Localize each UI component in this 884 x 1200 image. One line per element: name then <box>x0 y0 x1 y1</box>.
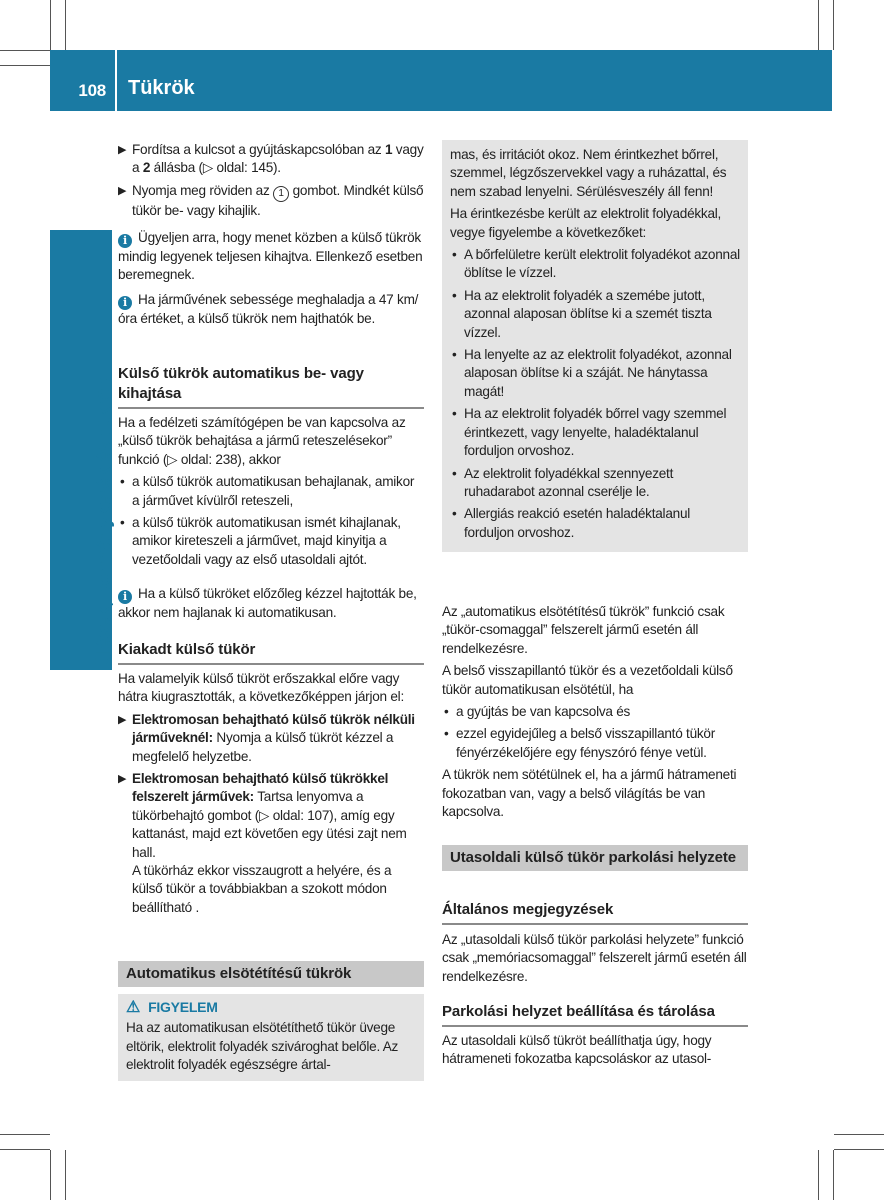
step: ▶ Fordítsa a kulcsot a gyújtáskapcsolóban az 1 vagy a 2 állásba (▷ oldal: 145). <box>118 142 424 176</box>
crop-mark <box>50 1150 51 1200</box>
step-arrow-icon: ▶ <box>118 184 127 197</box>
parking-position-text: Az utasoldali külső tükröt beállíthatja úgy, hogy hátrameneti fokozatba kapcsoláskor az utasol- <box>442 1033 712 1067</box>
crop-mark <box>65 1150 66 1200</box>
section-heading: Külső tükrök automatikus be- vagy kihajtása <box>118 364 424 409</box>
step: ▶ Elektromosan behajtható külső tükrökkel felszerelt járművek: Tartsa lenyomva a tükörbehajtó gombot (▷ oldal: 107), amíg egy kattanást, majd ezt követően egy ütési zajt nem hall. A tükörház ekkor visszaugrott a helyére, és a külső tükör a továbbiakban a szokott módon beállítható . <box>118 771 407 915</box>
page-header <box>50 50 832 111</box>
crop-mark <box>65 0 66 50</box>
step-arrow-icon: ▶ <box>118 773 127 786</box>
crop-mark <box>50 0 51 50</box>
page-number: 108 <box>78 81 106 100</box>
info-icon: i <box>118 296 132 310</box>
general-notes-text: Az „utasoldali külső tükör parkolási helyzete” funkció csak „memóriacsomaggal” felszerelt jármű esetén áll rendelkezésre. <box>442 932 747 984</box>
crop-mark <box>0 65 50 66</box>
dislodged-mirror-text: Ha valamelyik külső tükröt erőszakkal előre vagy hátra kiugrasztották, a következőképpen járjon el: ▶ Elektromosan behajtható külső tükrök nélküli járműveknél: Nyomja a külső tükröt kézzel a megfelelő helyzetbe. ▶ Elektromosan behajtható külső tükrökkel felszerelt járművek: Tartsa lenyomva a tükörbehajtó gombot (▷ oldal: 107), amíg egy kattanást, majd ezt követően egy ütési zajt nem hall. A tükörház ekkor visszaugrott a helyére, és a külső tükör a továbbiakban a szokott módon beállítható . <box>118 670 424 921</box>
section-bar: Utasoldali külső tükör parkolási helyzete <box>442 845 748 871</box>
warning-triangle-icon: ⚠ <box>126 999 141 1016</box>
section-heading: Parkolási helyzet beállítása és tárolása <box>442 1002 748 1027</box>
crop-mark <box>834 1149 884 1150</box>
list-item: • Ha lenyelte az az elektrolit folyadékot, azonnal alaposan öblítse ki a száját. Ne hánytassa magát! <box>452 347 732 399</box>
list-item: • Az elektrolit folyadékkal szennyezett ruhadarabot azonnal cserélje le. <box>452 465 674 499</box>
step: ▶ Elektromosan behajtható külső tükrök nélküli járműveknél: Nyomja a külső tükröt kézzel a megfelelő helyzetbe. <box>118 711 415 764</box>
steps-fold <box>118 141 424 224</box>
page-title: Tükrök <box>128 77 195 99</box>
list-item: • Ha az elektrolit folyadék bőrrel vagy szemmel érintkezett, vagy lenyelte, haladéktalanul forduljon orvoshoz. <box>452 406 727 459</box>
step: ▶ Nyomja meg röviden az 1 gombot. Mindkét külső tükör be- vagy kihajlik. <box>118 182 424 218</box>
crop-mark <box>0 50 50 51</box>
info-note: i Ügyeljen arra, hogy menet közben a külső tükrök mindig legyenek teljesen kihajtva. Ellenkező esetben beremegnek. <box>118 230 423 283</box>
crop-mark <box>0 1134 50 1135</box>
list-item: • A bőrfelületre került elektrolit folyadékot azonnal öblítse le vízzel. <box>452 247 740 281</box>
crop-mark <box>818 1150 819 1200</box>
chapter-title: Ülések, kormánykerék és tükrök <box>94 377 115 668</box>
section-heading: Kiakadt külső tükör <box>118 640 424 665</box>
info-note: i Ha járművének sebessége meghaladja a 47 km/óra értéket, a külső tükrök nem hajthatók be. <box>118 292 419 326</box>
auto-dimming-text: Az „automatikus elsötétítésű tükrök” funkció csak „tükör-csomaggal” felszerelt jármű esetén áll rendelkezésre. A belső visszapillantó tükör és a vezetőoldali külső tükör automatikusan elsötétül, ha • a gyújtás be van kapcsolva és • ezzel egyidejűleg a belső visszapillantó tükör fényérzékelőjére egy fényszóró fénye vetül. A tükrök nem sötétülnek el, ha a jármű hátrameneti fokozatban van, vagy a belső világítás be van kapcsolva. <box>442 603 748 825</box>
header-divider <box>115 50 117 111</box>
warning-box: ⚠ FIGYELEM Ha az automatikusan elsötétíthető tükör üvege eltörik, elektrolit folyadék szivároghat belőle. Az elektrolit folyadék egészségre ártal- <box>118 994 424 1081</box>
section-heading: Általános megjegyzések <box>442 900 748 925</box>
list-item: • ezzel egyidejűleg a belső visszapillantó tükör fényérzékelőjére egy fényszóró fénye vetül. <box>444 726 716 760</box>
list-item: • Ha az elektrolit folyadék a szemébe jutott, azonnal alaposan öblítse ki a szemét tiszta vízzel. <box>452 287 712 340</box>
info-icon: i <box>118 590 132 604</box>
list-item: • a külső tükrök automatikusan behajlanak, amikor a járművet kívülről reteszeli, <box>120 474 415 508</box>
crop-mark <box>0 1149 50 1150</box>
crop-mark <box>833 1150 834 1200</box>
step-arrow-icon: ▶ <box>118 144 127 156</box>
button-number-icon: 1 <box>273 186 289 202</box>
info-icon: i <box>118 234 132 248</box>
section-bar: Automatikus elsötétítésű tükrök <box>118 961 424 987</box>
list-item: • a gyújtás be van kapcsolva és <box>444 704 631 720</box>
auto-fold-text: Ha a fedélzeti számítógépen be van kapcsolva az „külső tükrök behajtása a jármű reteszelésekor” funkció (▷ oldal: 238), akkor • a külső tükrök automatikusan behajlanak, amikor a járművet kívülről reteszeli, • a külső tükrök automatikusan ismét kihajlanak, amikor kireteszeli a járművet, majd kinyitja a vezetőoldali vagy az első utasoldali ajtót. <box>118 414 424 573</box>
step-arrow-icon: ▶ <box>118 713 127 726</box>
list-item: • a külső tükrök automatikusan ismét kihajlanak, amikor kireteszeli a járművet, majd kinyitja a vezetőoldali vagy az első utasoldali ajtót. <box>120 515 401 567</box>
crop-mark <box>833 0 834 50</box>
info-note: i Ha a külső tükröket előzőleg kézzel hajtották be, akkor nem hajlanak ki automatikusan. <box>118 586 417 620</box>
crop-mark <box>834 1134 884 1135</box>
crop-mark <box>818 0 819 50</box>
warning-box-continued: mas, és irritációt okoz. Nem érintkezhet bőrrel, szemmel, légzőszervekkel vagy a ruházattal, és nem szabad lenyelni. Sérülésveszély áll fenn! Ha érintkezésbe került az elektrolit folyadékkal, vegye figyelembe a következőket: • A bőrfelületre került elektrolit folyadékot azonnal öblítse le vízzel. • Ha az elektrolit folyadék a szemébe jutott, azonnal alaposan öblítse ki a szemét tiszta vízzel. • Ha lenyelte az az elektrolit folyadékot, azonnal alaposan öblítse ki a száját. Ne hánytassa magát! • Ha az elektrolit folyadék bőrrel vagy szemmel érintkezett, vagy lenyelte, haladéktalanul forduljon orvoshoz. • Az elektrolit folyadékkal szennyezett ruhadarabot azonnal cserélje le. • Allergiás reakció esetén haladéktalanul forduljon orvoshoz. <box>442 140 748 552</box>
list-item: • Allergiás reakció esetén haladéktalanul forduljon orvoshoz. <box>452 506 691 540</box>
